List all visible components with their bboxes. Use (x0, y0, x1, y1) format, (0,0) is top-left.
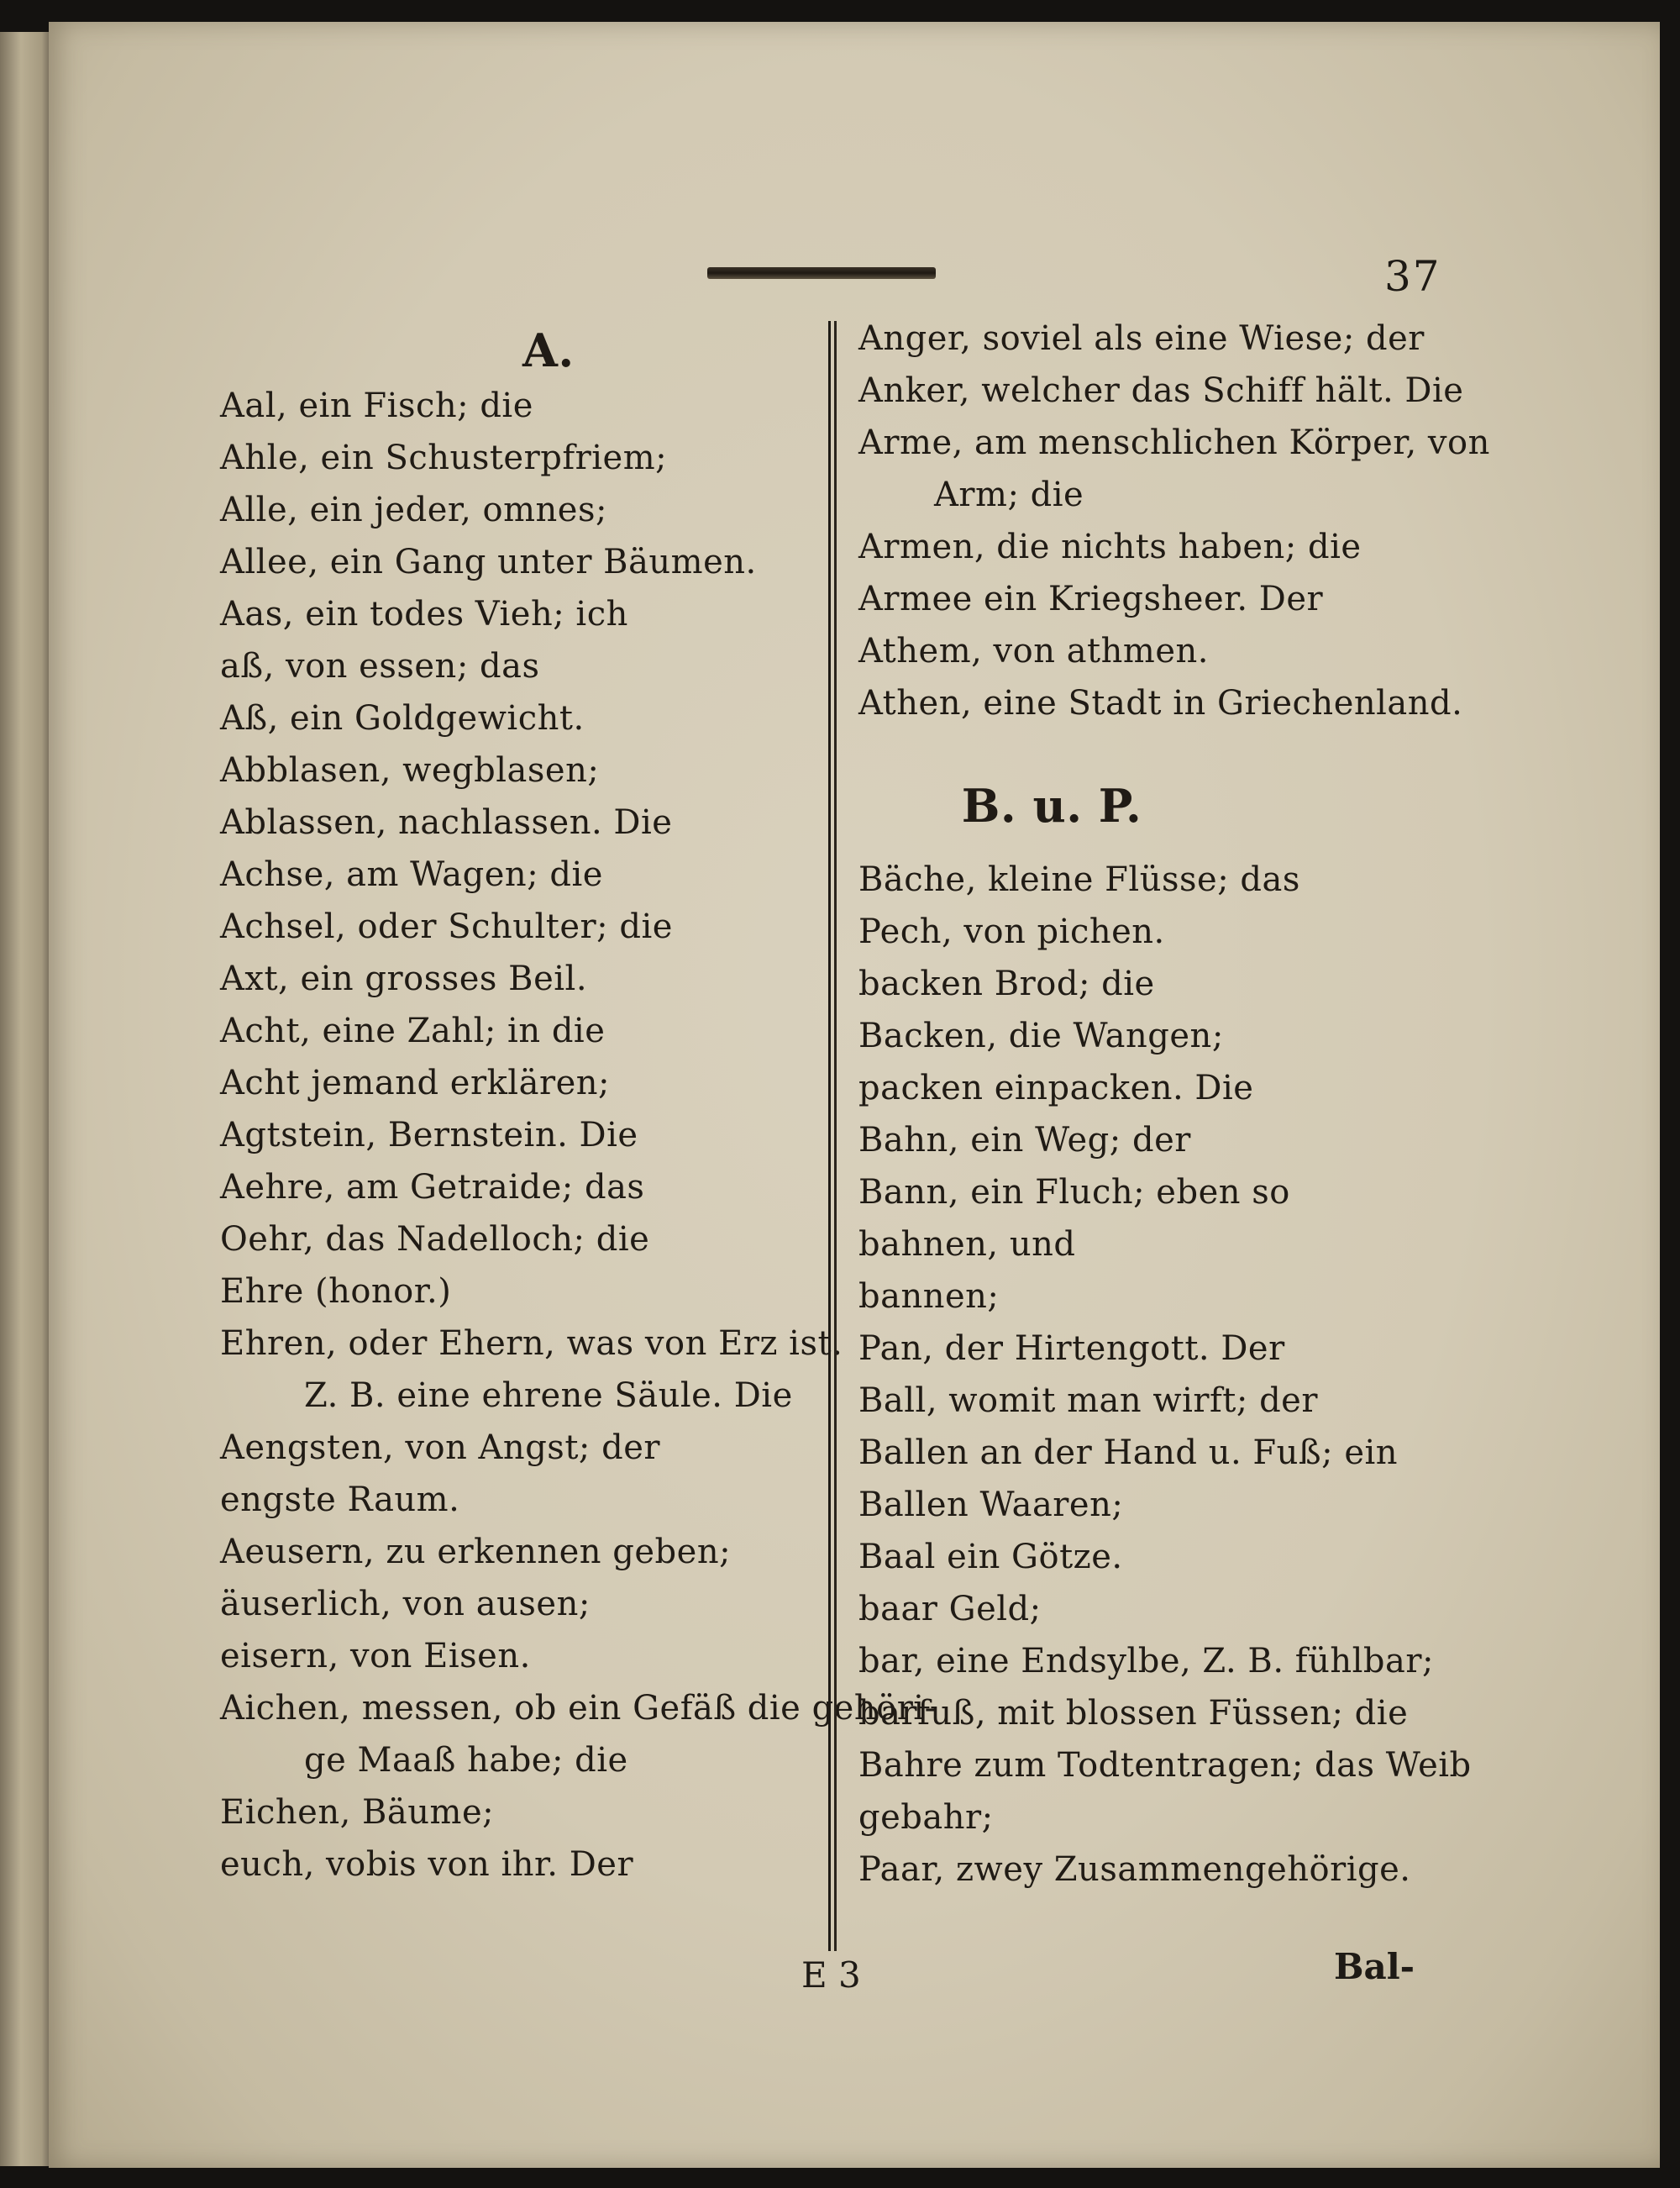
dictionary-entry: Oehr, das Nadelloch; die (220, 1220, 650, 1259)
dictionary-entry: Abblasen, wegblasen; (220, 751, 600, 790)
dictionary-entry: Alle, ein jeder, omnes; (220, 491, 607, 529)
dictionary-entry: Ball, womit man wirft; der (858, 1381, 1318, 1420)
dictionary-entry: Backen, die Wangen; (858, 1017, 1224, 1055)
dictionary-entry: Aeusern, zu erkennen geben; (220, 1533, 732, 1571)
dictionary-entry: eisern, von Eisen. (220, 1637, 531, 1675)
dictionary-entry: bar, eine Endsylbe, Z. B. fühlbar; (858, 1642, 1434, 1680)
dictionary-entry: Axt, ein grosses Beil. (220, 960, 588, 998)
dictionary-entry: barfuß, mit blossen Füssen; die (858, 1694, 1409, 1733)
dictionary-entry: Acht jemand erklären; (220, 1064, 610, 1102)
section-heading-a: A. (522, 323, 575, 377)
dictionary-entry: Pan, der Hirtengott. Der (858, 1329, 1285, 1368)
dictionary-entry: engste Raum. (220, 1481, 460, 1519)
dictionary-entry: baar Geld; (858, 1590, 1042, 1628)
dictionary-entry: euch, vobis von ihr. Der (220, 1845, 634, 1884)
dictionary-entry: Achsel, oder Schulter; die (220, 907, 673, 946)
dictionary-entry: Bahn, ein Weg; der (858, 1121, 1191, 1160)
catchword: Bal- (1334, 1946, 1415, 1987)
dictionary-entry: Pech, von pichen. (858, 913, 1165, 951)
dictionary-entry: Arme, am menschlichen Körper, von (858, 423, 1490, 462)
facing-page-edge (0, 32, 52, 2166)
dictionary-entry: bannen; (858, 1277, 1000, 1316)
dictionary-entry: Armen, die nichts haben; die (858, 528, 1362, 566)
dictionary-entry: Achse, am Wagen; die (220, 855, 603, 894)
dictionary-entry: Bäche, kleine Flüsse; das (858, 860, 1300, 899)
dictionary-entry: Agtstein, Bernstein. Die (220, 1116, 638, 1154)
dictionary-entry: Athem, von athmen. (858, 632, 1209, 671)
dictionary-entry: Aas, ein todes Vieh; ich (220, 595, 628, 634)
dictionary-entry: Aß, ein Goldgewicht. (220, 699, 585, 738)
dictionary-entry: Armee ein Kriegsheer. Der (858, 580, 1324, 618)
right-entry-list-bottom (858, 854, 1472, 1896)
dictionary-entry: Aichen, messen, ob ein Gefäß die gehöri- (220, 1689, 937, 1728)
dictionary-entry: aß, von essen; das (220, 647, 540, 686)
dictionary-entry: Anker, welcher das Schiff hält. Die (858, 371, 1464, 410)
right-entry-list-top (858, 313, 1490, 729)
dictionary-entry: Allee, ein Gang unter Bäumen. (220, 543, 757, 581)
dictionary-entry: Ballen an der Hand u. Fuß; ein (858, 1433, 1399, 1472)
dictionary-entry: Ablassen, nachlassen. Die (220, 803, 673, 842)
dictionary-entry: gebahr; (858, 1798, 994, 1837)
dictionary-entry: Aehre, am Getraide; das (220, 1168, 645, 1207)
printer-signature: E 3 (801, 1954, 861, 1996)
section-heading-b-u-p: B. u. P. (961, 779, 1142, 833)
dictionary-entry: Paar, zwey Zusammengehörige. (858, 1850, 1411, 1889)
right-column (858, 313, 1490, 1896)
dictionary-entry: bahnen, und (858, 1225, 1076, 1264)
column-divider (828, 321, 837, 1951)
dictionary-entry: packen einpacken. Die (858, 1069, 1254, 1107)
dictionary-entry: Ballen Waaren; (858, 1486, 1124, 1524)
dictionary-entry: Acht, eine Zahl; in die (220, 1012, 606, 1050)
page-number: 37 (1384, 252, 1441, 301)
dictionary-entry: Ehre (honor.) (220, 1272, 452, 1311)
dictionary-entry: Aengsten, von Angst; der (220, 1428, 660, 1467)
header-rule (707, 267, 936, 279)
dictionary-entry: backen Brod; die (858, 965, 1155, 1003)
dictionary-entry: Bann, ein Fluch; eben so (858, 1173, 1290, 1212)
dictionary-entry: Athen, eine Stadt in Griechenland. (858, 684, 1463, 723)
dictionary-entry: Baal ein Götze. (858, 1538, 1123, 1576)
dictionary-entry: ge Maaß habe; die (304, 1741, 628, 1780)
dictionary-entry: Eichen, Bäume; (220, 1793, 495, 1832)
dictionary-entry: Aal, ein Fisch; die (220, 387, 533, 425)
dictionary-entry: äuserlich, von ausen; (220, 1585, 591, 1623)
dictionary-entry: Ahle, ein Schusterpfriem; (220, 439, 668, 477)
dictionary-entry: Ehren, oder Ehern, was von Erz ist. (220, 1324, 843, 1363)
dictionary-entry: Anger, soviel als eine Wiese; der (858, 319, 1425, 358)
dictionary-entry: Arm; die (934, 476, 1084, 514)
dictionary-entry: Z. B. eine ehrene Säule. Die (304, 1376, 793, 1415)
dictionary-entry: Bahre zum Todtentragen; das Weib (858, 1746, 1472, 1785)
